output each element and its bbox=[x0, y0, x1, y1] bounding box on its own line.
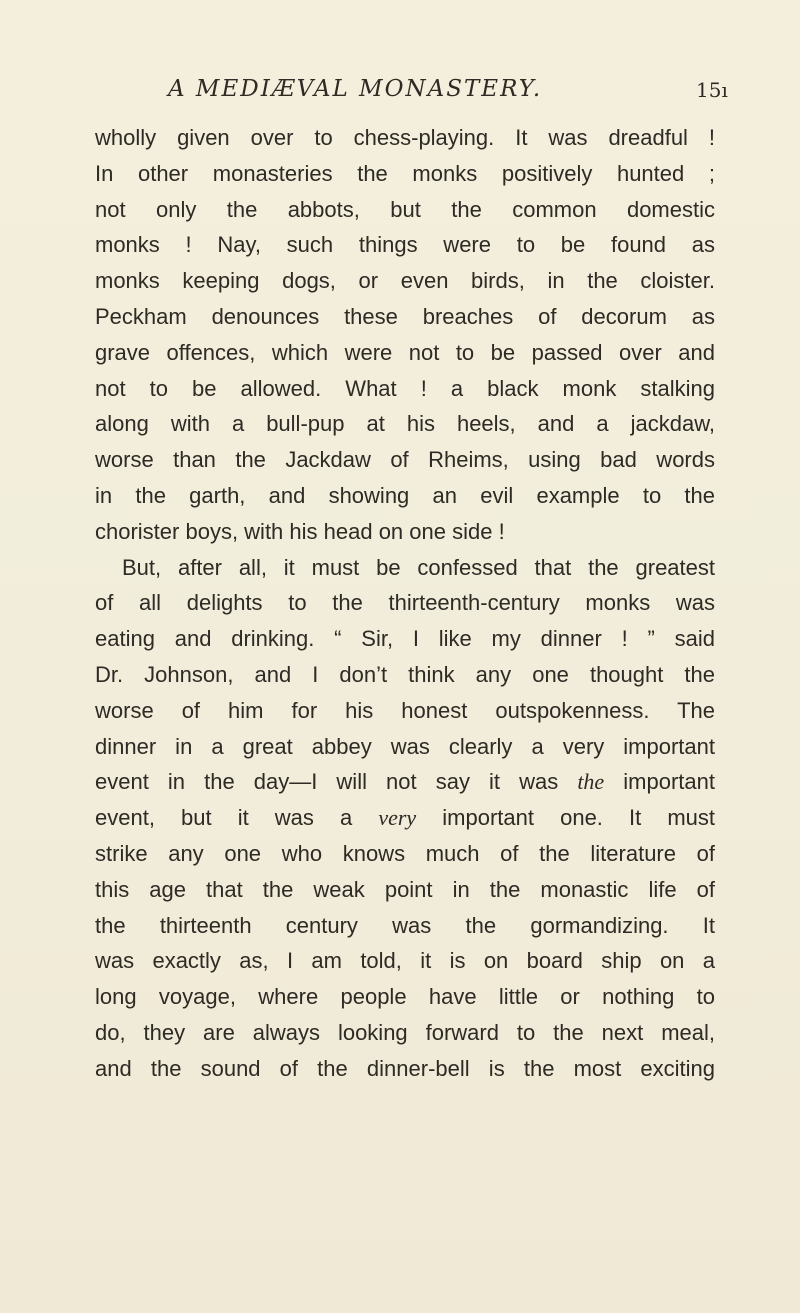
text-line: along with a bull-pup at his heels, and a jackdaw, bbox=[95, 411, 715, 437]
text-line: worse than the Jackdaw of Rheims, using bad words bbox=[95, 447, 715, 473]
text-line: grave offences, which were not to be passed over and bbox=[95, 339, 715, 365]
text-line: not to be allowed. What ! a black monk stalking bbox=[95, 375, 715, 401]
text-line: chorister boys, with his head on one side ! bbox=[95, 518, 505, 544]
text-line: eating and drinking. “ Sir, I like my dinner ! ” said bbox=[95, 626, 715, 652]
text-line: long voyage, where people have little or nothing to bbox=[95, 984, 715, 1010]
text-line: the thirteenth century was the gormandizing. It bbox=[95, 912, 715, 938]
text-line: Dr. Johnson, and I don’t think any one thought the bbox=[95, 661, 715, 687]
text-line: monks keeping dogs, or even birds, in the cloister. bbox=[95, 268, 715, 294]
page-number: 15ı bbox=[696, 78, 728, 102]
text-line: wholly given over to chess-playing. It was dreadful ! bbox=[95, 125, 715, 150]
text-line: event, but it was a very important one. It must bbox=[95, 805, 715, 831]
text-line: monks ! Nay, such things were to be found as bbox=[95, 232, 715, 258]
text-line: dinner in a great abbey was clearly a very important bbox=[95, 733, 715, 759]
text-line: worse of him for his honest outspokenness. The bbox=[95, 697, 715, 723]
text-line: was exactly as, I am told, it is on board ship on a bbox=[95, 948, 715, 974]
text-line: in the garth, and showing an evil example to the bbox=[95, 482, 715, 508]
running-title: A MEDIÆVAL MONASTERY. bbox=[168, 76, 543, 102]
page-header bbox=[0, 76, 800, 106]
text-line: Peckham denounces these breaches of decorum as bbox=[95, 303, 715, 329]
text-line: not only the abbots, but the common domestic bbox=[95, 196, 715, 222]
italic-word: the bbox=[577, 769, 605, 795]
text-line: But, after all, it must be confessed that the greatest bbox=[122, 554, 715, 580]
text-line: strike any one who knows much of the literature of bbox=[95, 840, 715, 866]
text-line: In other monasteries the monks positively hunted ; bbox=[95, 160, 715, 186]
body-text bbox=[95, 120, 715, 1087]
text-line: do, they are always looking forward to the next meal, bbox=[95, 1019, 715, 1045]
text-line: event in the day—I will not say it was the important bbox=[95, 769, 715, 795]
text-line: and the sound of the dinner-bell is the most exciting bbox=[95, 1055, 715, 1081]
italic-word: very bbox=[378, 805, 417, 831]
text-line: of all delights to the thirteenth-century monks was bbox=[95, 590, 715, 616]
text-line: this age that the weak point in the monastic life of bbox=[95, 876, 715, 902]
